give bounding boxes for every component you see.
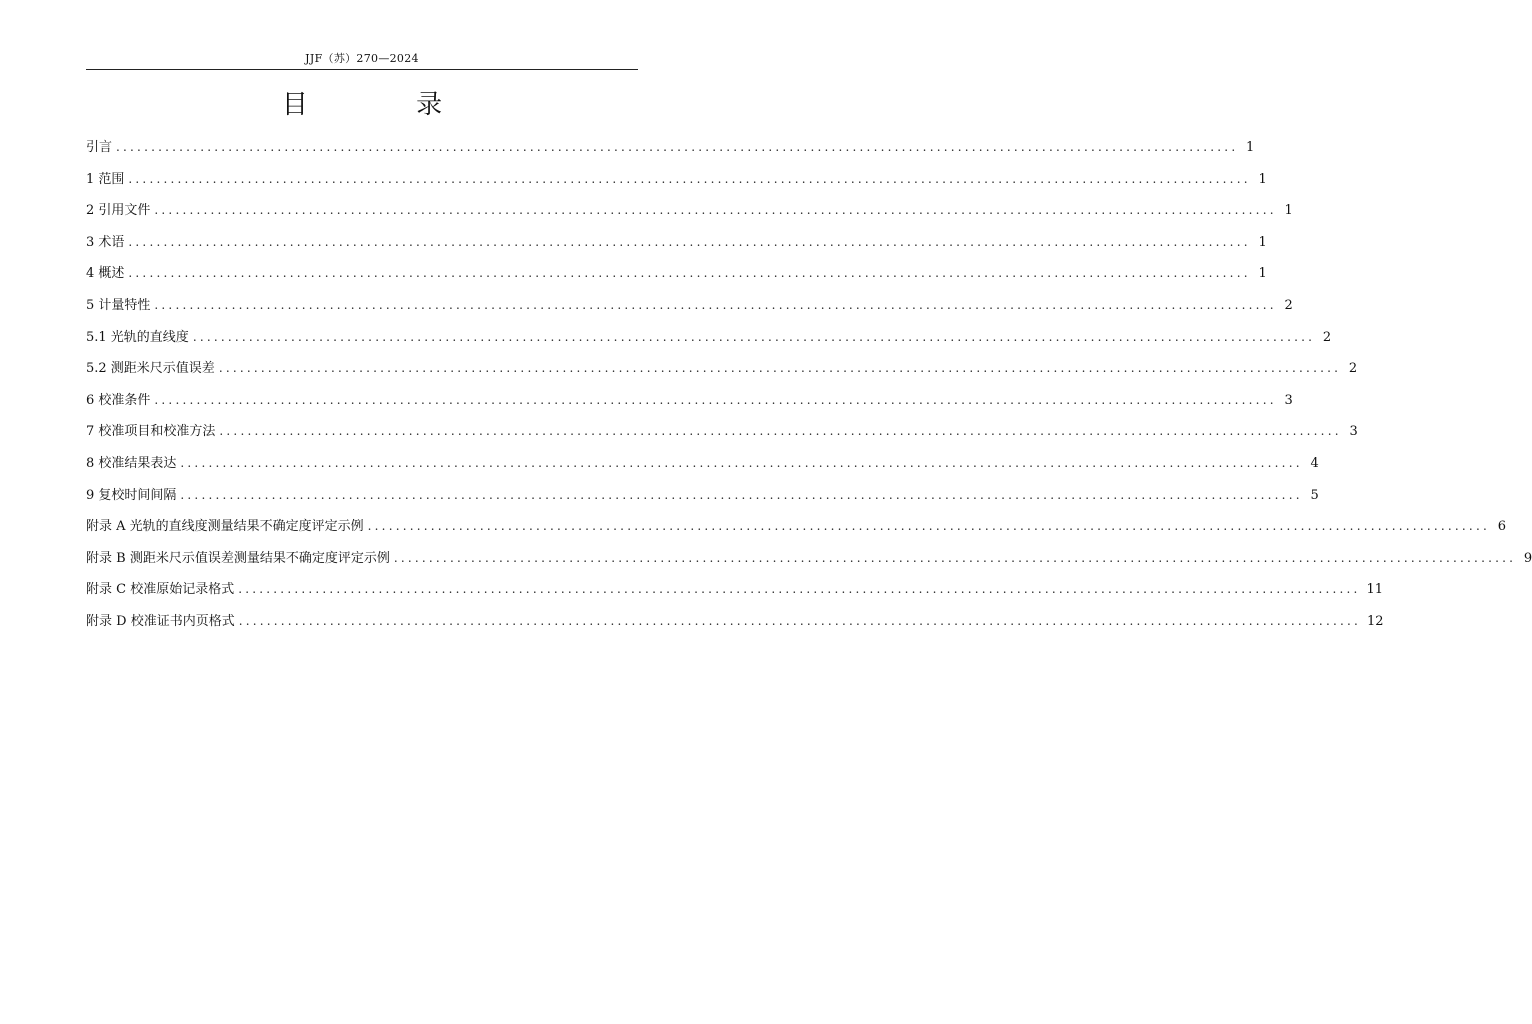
toc-entry-label: 5.2 测距米尺示值误差 bbox=[86, 361, 215, 377]
toc-leader-dots: ................................................................................................................................................................ bbox=[393, 550, 1517, 565]
toc-entry[interactable] bbox=[86, 357, 1358, 389]
toc-entry-page: 5 bbox=[1310, 487, 1319, 503]
toc-leader-dots: ................................................................................................................................................................ bbox=[219, 424, 1342, 439]
toc-leader-dots: ................................................................................................................................................................ bbox=[238, 613, 1362, 628]
toc-entry-page: 2 bbox=[1348, 361, 1358, 377]
toc-title: 目 录 bbox=[281, 90, 493, 120]
toc-entry[interactable] bbox=[86, 389, 1293, 421]
toc-entry-page: 3 bbox=[1284, 392, 1293, 408]
toc-leader-dots: ................................................................................................................................................................ bbox=[154, 392, 1277, 407]
toc-leader-dots: ................................................................................................................................................................ bbox=[192, 329, 1316, 344]
toc-entry[interactable] bbox=[86, 578, 1384, 610]
toc-entry-page: 1 bbox=[1258, 171, 1267, 187]
toc-leader-dots: ................................................................................................................................................................ bbox=[128, 171, 1251, 186]
toc-entry[interactable] bbox=[86, 136, 1255, 168]
toc-entry-label: 5 计量特性 bbox=[86, 297, 151, 313]
toc-entry-page: 3 bbox=[1349, 424, 1358, 440]
toc-entry-label: 3 术语 bbox=[86, 234, 125, 250]
toc-entry-label: 9 复校时间间隔 bbox=[86, 487, 177, 503]
toc-entry-page: 9 bbox=[1523, 550, 1532, 566]
toc-leader-dots: ................................................................................................................................................................ bbox=[367, 519, 1490, 534]
toc-entry-label: 2 引用文件 bbox=[86, 203, 151, 219]
toc-entry-label: 附录 B 测距米尺示值误差测量结果不确定度评定示例 bbox=[86, 550, 390, 566]
toc-entry[interactable] bbox=[86, 262, 1267, 294]
toc-leader-dots: ................................................................................................................................................................ bbox=[128, 234, 1251, 249]
toc-entry[interactable] bbox=[86, 231, 1267, 263]
toc-entry-page: 4 bbox=[1310, 455, 1319, 471]
toc-entry[interactable] bbox=[86, 547, 1532, 579]
toc-entry-label: 附录 D 校准证书内页格式 bbox=[86, 613, 235, 629]
toc-leader-dots: ................................................................................................................................................................ bbox=[154, 297, 1277, 312]
toc-entry[interactable] bbox=[86, 326, 1332, 358]
toc-entry[interactable] bbox=[86, 420, 1358, 452]
toc-entry[interactable] bbox=[86, 484, 1319, 516]
toc-entry-page: 11 bbox=[1366, 582, 1384, 598]
toc-entry-label: 7 校准项目和校准方法 bbox=[86, 424, 216, 440]
toc-entry[interactable] bbox=[86, 610, 1384, 642]
toc-entry-page: 12 bbox=[1367, 613, 1384, 629]
toc-entry-label: 6 校准条件 bbox=[86, 392, 151, 408]
toc-leader-dots: ................................................................................................................................................................ bbox=[154, 203, 1277, 218]
toc-leader-dots: ................................................................................................................................................................ bbox=[180, 455, 1303, 470]
toc-leader-dots: ................................................................................................................................................................ bbox=[218, 361, 1342, 376]
toc-entry-label: 5.1 光轨的直线度 bbox=[86, 329, 189, 345]
toc-entry-label: 引言 bbox=[86, 140, 113, 155]
toc-entry-label: 1 范围 bbox=[86, 171, 125, 187]
toc-leader-dots: ................................................................................................................................................................ bbox=[238, 582, 1361, 597]
toc-leader-dots: ................................................................................................................................................................ bbox=[180, 487, 1303, 502]
table-of-contents bbox=[86, 136, 1532, 642]
toc-entry-page: 1 bbox=[1246, 140, 1255, 155]
toc-entry-label: 8 校准结果表达 bbox=[86, 455, 177, 471]
toc-entry[interactable] bbox=[86, 168, 1267, 200]
toc-entry[interactable] bbox=[86, 452, 1319, 484]
toc-entry-page: 1 bbox=[1258, 234, 1267, 250]
toc-leader-dots: ................................................................................................................................................................ bbox=[116, 140, 1239, 154]
toc-entry-page: 1 bbox=[1258, 266, 1267, 282]
toc-leader-dots: ................................................................................................................................................................ bbox=[128, 266, 1251, 281]
toc-entry[interactable] bbox=[86, 199, 1293, 231]
toc-entry-page: 6 bbox=[1497, 519, 1506, 535]
toc-entry-label: 附录 C 校准原始记录格式 bbox=[86, 582, 235, 598]
header-rule bbox=[86, 69, 638, 70]
toc-entry-label: 附录 A 光轨的直线度测量结果不确定度评定示例 bbox=[86, 519, 364, 535]
toc-entry-label: 4 概述 bbox=[86, 266, 125, 282]
toc-entry[interactable] bbox=[86, 294, 1293, 326]
toc-entry-page: 2 bbox=[1284, 297, 1293, 313]
toc-entry-page: 1 bbox=[1284, 203, 1293, 219]
toc-entry[interactable] bbox=[86, 515, 1506, 547]
running-header: JJF（苏）270—2024 bbox=[305, 52, 419, 65]
toc-entry-page: 2 bbox=[1322, 329, 1332, 345]
